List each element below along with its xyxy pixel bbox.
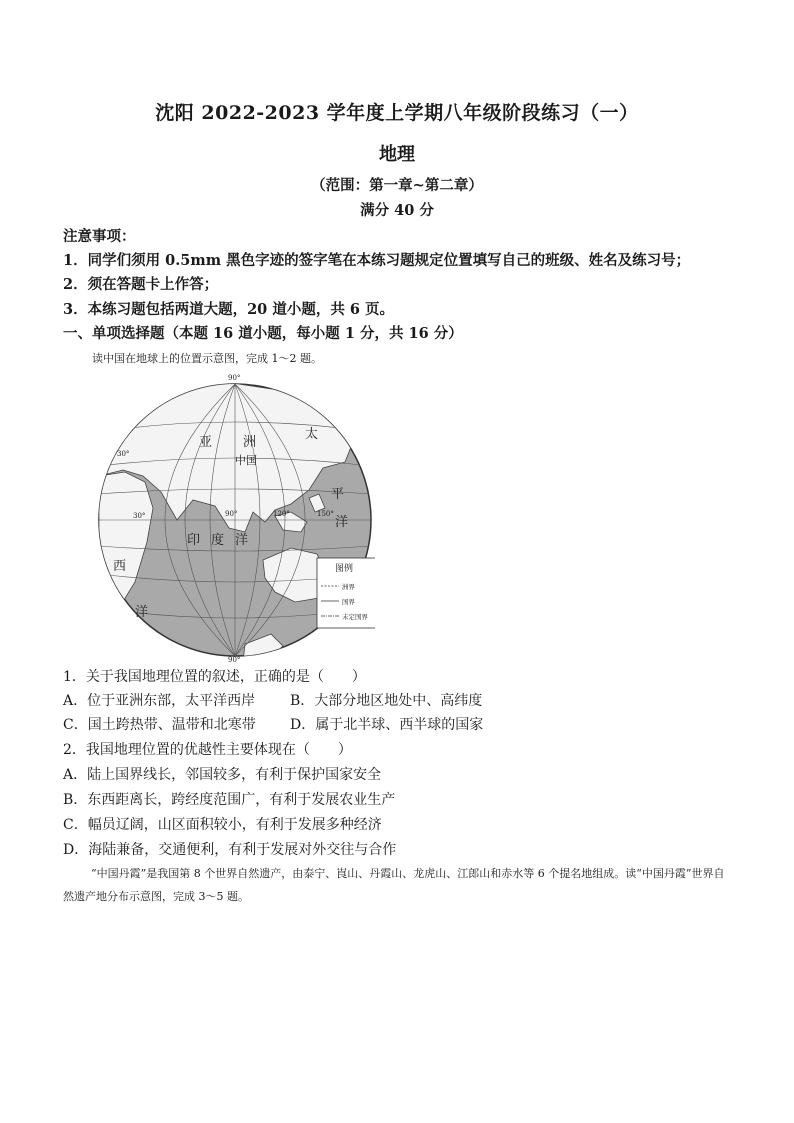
- question-1-option-b: B．大部分地区地处中、高纬度: [290, 693, 483, 709]
- question-2-option-d: D．海陆兼备，交通便利，有利于发展对外交往与合作: [63, 842, 397, 858]
- label-lat-30n: 30°: [117, 450, 130, 458]
- score-line: 满分 40 分: [360, 202, 434, 219]
- question-2-option-b: B．东西距离长，跨经度范围广，有利于发展农业生产: [63, 792, 396, 808]
- legend-continent-border: 洲界: [342, 583, 355, 591]
- label-indian-ocean-2: 度: [211, 533, 225, 548]
- label-asia-2: 洲: [243, 435, 257, 450]
- label-west: 西: [113, 559, 127, 574]
- map-legend: [317, 558, 375, 628]
- globe-map: [95, 372, 375, 662]
- legend-country-border: 国界: [342, 598, 355, 606]
- label-pacific-2: 平: [331, 487, 345, 502]
- notice-item-2: 2．须在答题卡上作答；: [63, 276, 219, 293]
- map-intro: 读中国在地球上的位置示意图，完成 1～2 题。: [92, 352, 322, 365]
- label-lon-120: 120°: [273, 510, 290, 518]
- question-1-stem: 1．关于我国地理位置的叙述，正确的是（ ）: [63, 669, 366, 685]
- notice-item-3: 3．本练习题包括两道大题，20 道小题，共 6 页。: [63, 301, 394, 318]
- label-lat-30s: 30°: [133, 512, 146, 520]
- label-south-pole: 90°: [228, 656, 241, 662]
- question-1-option-d: D．属于北半球、西半球的国家: [290, 717, 484, 733]
- label-pacific-3: 洋: [335, 515, 349, 530]
- question-1-option-c: C．国土跨热带、温带和北寒带: [63, 717, 256, 733]
- question-2-option-c: C．幅员辽阔，山区面积较小，有利于发展多种经济: [63, 817, 382, 833]
- label-pacific-1: 太: [305, 427, 319, 442]
- label-china: 中国: [235, 454, 257, 467]
- question-2-option-a: A．陆上国界线长，邻国较多，有利于保护国家安全: [63, 767, 382, 783]
- label-lon-150: 150°: [317, 510, 334, 518]
- legend-title: 图例: [335, 564, 354, 574]
- page-title: 沈阳 2022-2023 学年度上学期八年级阶段练习（一）: [155, 102, 639, 124]
- question-2-stem: 2．我国地理位置的优越性主要体现在（ ）: [63, 742, 352, 758]
- label-indian-ocean-1: 印: [187, 533, 201, 548]
- passage-text: “中国丹霞”是我国第 8 个世界自然遗产，由泰宁、崀山、丹霞山、龙虎山、江郎山和赤水等 6 个提名地组成。读“中国丹霞”世界自然遗产地分布示意图，完成 3～5 题。: [63, 867, 725, 903]
- question-1-option-a: A．位于亚洲东部，太平洋西岸: [63, 693, 256, 709]
- scope-line: （范围：第一章~第二章）: [311, 177, 483, 194]
- label-indian-ocean-3: 洋: [235, 533, 249, 548]
- globe-map-svg: [95, 372, 375, 662]
- label-north-pole: 90°: [228, 374, 241, 382]
- passage-danxia: [63, 862, 733, 908]
- notice-heading: 注意事项：: [63, 228, 136, 245]
- legend-undetermined-border: 未定国界: [342, 613, 368, 621]
- subject-title: 地理: [379, 144, 415, 165]
- label-asia-1: 亚: [199, 435, 213, 450]
- label-lon-90: 90°: [225, 510, 238, 518]
- notice-item-1: 1．同学们须用 0.5mm 黑色字迹的签字笔在本练习题规定位置填写自己的班级、姓名及练习号；: [63, 252, 691, 269]
- section-heading: 一、单项选择题（本题 16 道小题，每小题 1 分，共 16 分）: [63, 325, 463, 342]
- label-ocean: 洋: [135, 605, 149, 620]
